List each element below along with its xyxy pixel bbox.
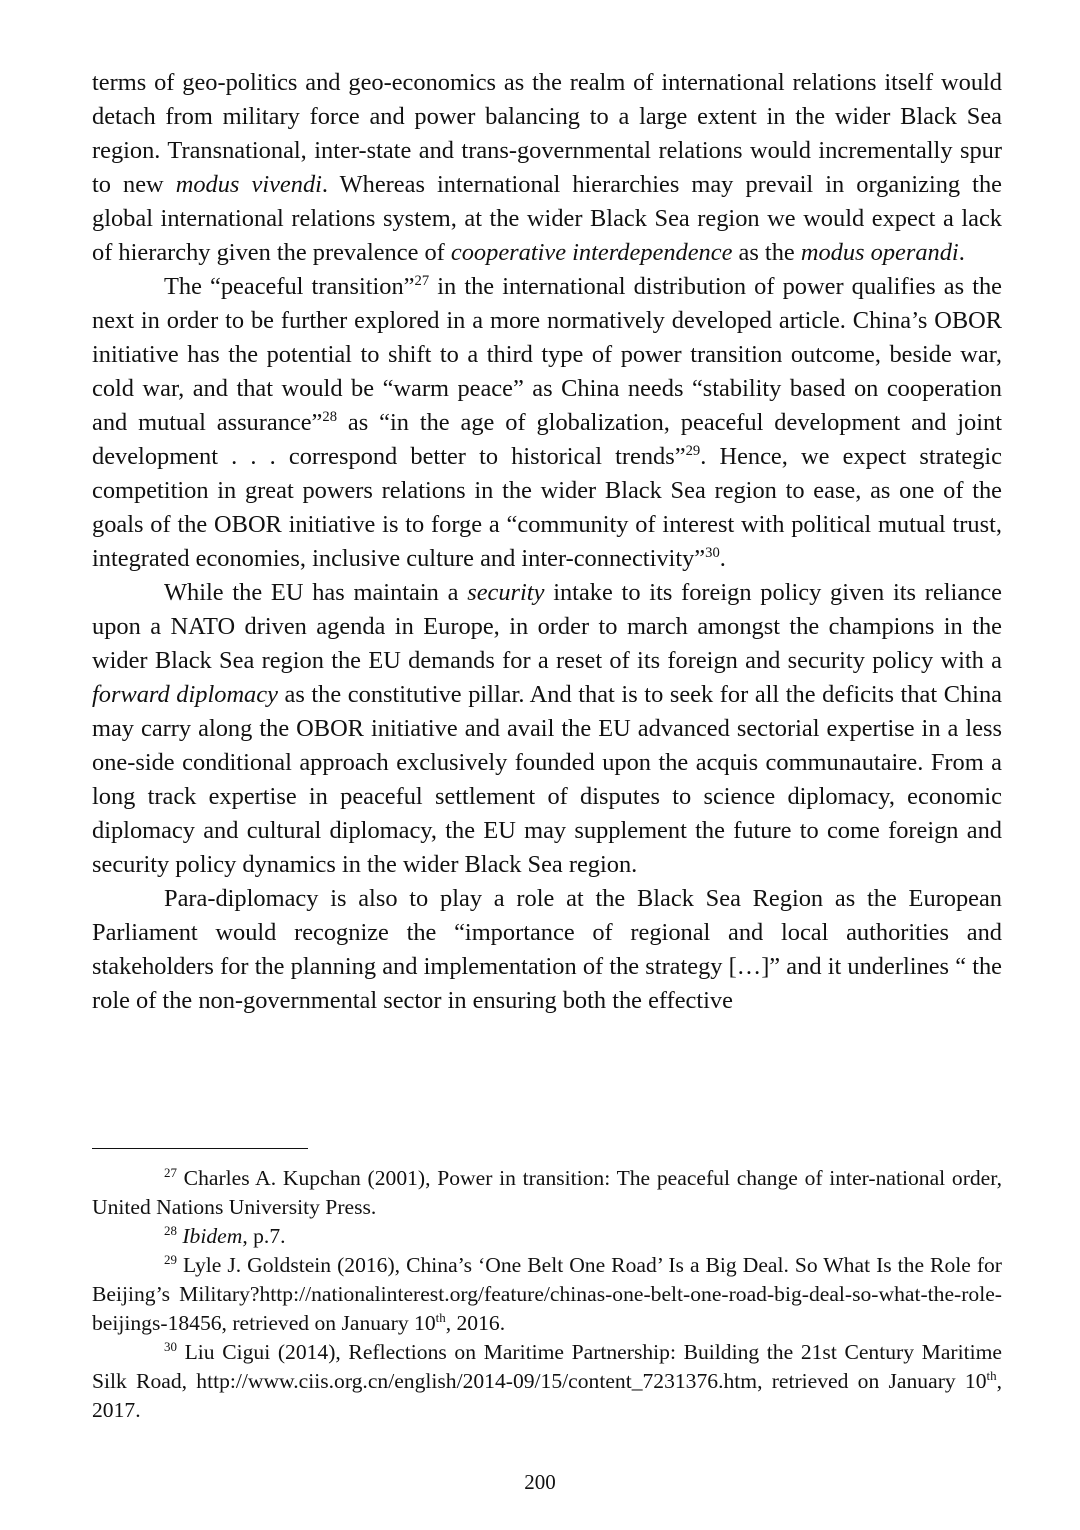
footnote-28: $^{28}$ Ibidem, p.7. <box>164 1222 286 1248</box>
page-number: 200 <box>524 1470 556 1494</box>
footnote-27: $^{27}$ Charles A. Kupchan (2001), Power in transition: The peaceful change of inter-national order, United Nations University Press. <box>92 1164 1002 1219</box>
emphasis-modus-vivendi: modus vivendi <box>175 171 322 198</box>
footnote-29: $^{29}$ Lyle J. Goldstein (2016), China’s ‘One Belt One Road’ Is a Big Deal. So What Is the Role for Beijing’s Military?http://nationalinterest.org/feature/chinas-one-belt-one-road-big-deal-so-what-the-role-beijings-18456, retrieved on January 10th, 2016. <box>92 1251 1002 1335</box>
footnote-separator <box>92 1148 308 1149</box>
paragraph-2: The “peaceful transition”$^{27}$ in the international distribution of power qualifies as the next in order to be further explored in a more normatively developed article. China’s OBOR initiative has the potential to shift to a third type of power transition outcome, beside war, cold war, and that would be “warm peace” as China needs “stability based on cooperation and mutual assurance”$^{28}$ as “in the age of globalization, peaceful development and joint development . . . correspond better to historical trends”$^{29}$. Hence, we expect strategic competition in great powers relations in the wider Black Sea region to ease, as one of the goals of the OBOR initiative is to forge a “community of interest with political mutual trust, integrated economies, inclusive culture and inter-connectivity”$^{30}$. <box>92 272 1003 572</box>
paragraph-3: While the EU has maintain a security intake to its foreign policy given its reliance upon a NATO driven agenda in Europe, in order to march amongst the champions in the wider Black Sea region the EU demands for a reset of its foreign and security policy with a forward diplomacy as the constitutive pillar. And that is to seek for all the deficits that China may carry along the OBOR initiative and avail the EU advanced sectorial expertise in a less one-side conditional approach exclusively founded upon the acquis communautaire. From a long track expertise in peaceful settlement of disputes to science diplomacy, economic diplomacy and cultural diplomacy, the EU may supplement the future to come foreign and security policy dynamics in the wider Black Sea region. <box>92 579 1002 878</box>
footnote-ref-28: 28 <box>322 408 338 425</box>
emphasis-cooperative-interdependence: cooperative interdependence <box>450 239 733 266</box>
emphasis-modus-operandi: modus operandi <box>800 239 959 266</box>
footnote-ref-27: 27 <box>414 272 430 289</box>
footnote-30: $^{30}$ Liu Cigui (2014), Reflections on Maritime Partnership: Building the 21st Century Maritime Silk Road, http://www.ciis.org.cn/english/2014-09/15/content_7231376.htm, retrieved on January 10th, 2017. <box>92 1338 1002 1422</box>
footnote-ref-29: 29 <box>685 442 701 459</box>
paragraph-4: Para-diplomacy is also to play a role at the Black Sea Region as the European Parliament would recognize the “importance of regional and local authorities and stakeholders for the planning and implementation of the strategy […]” and it underlines “ the role of the non-governmental sector in ensuring both the effective <box>92 885 1002 1014</box>
footnote-ref-30: 30 <box>705 544 720 561</box>
paragraph-1: terms of geo-politics and geo-economics as the realm of international relations itself would detach from military force and power balancing to a large extent in the wider Black Sea region. Transnational, inter-state and trans-governmental relations would incrementally spur to new modus vivendi. Whereas international hierarchies may prevail in organizing the global international relations system, at the wider Black Sea region we would expect a lack of hierarchy given the prevalence of cooperative interdependence as the modus operandi. <box>92 69 1002 266</box>
emphasis-forward-diplomacy: forward diplomacy <box>92 681 278 708</box>
main-text <box>92 66 1002 1018</box>
emphasis-security: security <box>467 579 545 606</box>
footnotes <box>92 1164 1002 1425</box>
